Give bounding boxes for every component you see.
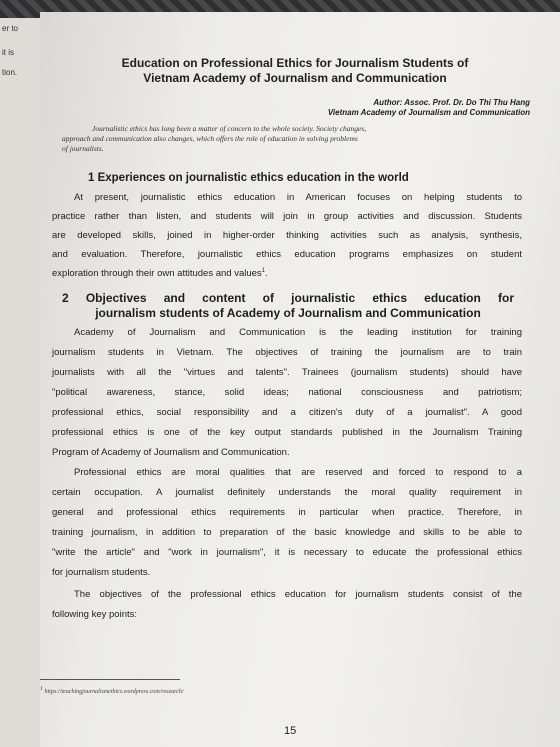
paper-title-line-2: Vietnam Academy of Journalism and Communication (143, 71, 447, 85)
left-page-fragment: tion. (2, 68, 18, 77)
body-line: following key points: (52, 609, 138, 620)
body-line: professional ethics, social responsibility and a citizen's duty of a journalist". A good (52, 407, 522, 418)
body-line: "political awareness, stance, solid ideas; national consciousness and patriotism; (52, 387, 522, 398)
body-line: for journalism students. (52, 567, 151, 578)
footnote-divider (40, 679, 180, 680)
body-line: are developed skills, joined in higher-order thinking activities such as analysis, synthesis, (52, 230, 522, 241)
paper-title-line-1: Education on Professional Ethics for Journalism Students of (121, 56, 469, 70)
section-2-heading-line-2: journalism students of Academy of Journalism and Communication (95, 306, 481, 320)
body-line: practice rather than listen, and students will join in group activities and discussion. Students (52, 211, 522, 222)
body-line: professional ethics is one of the key output standards published in the Journalism Training (52, 427, 522, 438)
section-2-heading-line-1: 2 Objectives and content of journalistic ethics education for (62, 291, 514, 305)
body-line: training journalism, in addition to preparation of the basic knowledge and skills to be able to (52, 527, 522, 538)
footnote-mark: 1 (40, 686, 43, 692)
author-name: Author: Assoc. Prof. Dr. Do Thi Thu Hang (373, 98, 530, 107)
left-page-edge (0, 18, 41, 747)
abstract-line: of journalists. (62, 144, 104, 153)
body-line: The objectives of the professional ethics education for journalism students consist of the (74, 589, 522, 600)
footnote (40, 686, 184, 695)
document-page (40, 12, 560, 747)
body-line: Academy of Journalism and Communication is the leading institution for training (74, 327, 522, 338)
author-affiliation: Vietnam Academy of Journalism and Communication (327, 108, 530, 117)
page-number: 15 (284, 725, 297, 737)
body-line: and evaluation. Therefore, journalistic ethics education programs emphasizes on student (52, 249, 522, 260)
left-page-fragment: er to (2, 24, 19, 33)
body-line: certain occupation. A journalist definitely understands the moral quality requirement in (52, 487, 522, 498)
body-line: general and professional ethics requirements in particular when practice. Therefore, in (52, 507, 522, 518)
body-line-last: exploration through their own attitudes and values$^1$. (52, 268, 268, 280)
body-line: Professional ethics are moral qualities that are reserved and forced to respond to a (74, 467, 522, 478)
body-line: journalism students in Vietnam. The objectives of training the journalism are to train (52, 347, 522, 358)
body-line: Program of Academy of Journalism and Communication. (52, 447, 290, 458)
footnote-url: https://teachingjournalismethics.wordpress.com/research/ (44, 689, 184, 695)
left-page-fragment: it is (2, 48, 14, 57)
section-1-heading: 1 Experiences on journalistic ethics education in the world (88, 172, 409, 184)
body-text: exploration through their own attitudes and values (52, 268, 262, 280)
abstract-line: approach and communication also changes, which offers the role of education in solving problems (62, 134, 358, 143)
footnote-reference: 1 (261, 268, 266, 274)
body-line: journalists with all the "virtues and talents". Trainees (journalism students) should have (52, 367, 522, 378)
body-line: "write the article" and "work in journalism", it is necessary to educate the professional ethics (52, 547, 522, 558)
body-line: At present, journalistic ethics education in American focuses on helping students to (74, 192, 522, 203)
abstract-line: Journalistic ethics has long been a matter of concern to the whole society. Society changes, (92, 124, 367, 133)
